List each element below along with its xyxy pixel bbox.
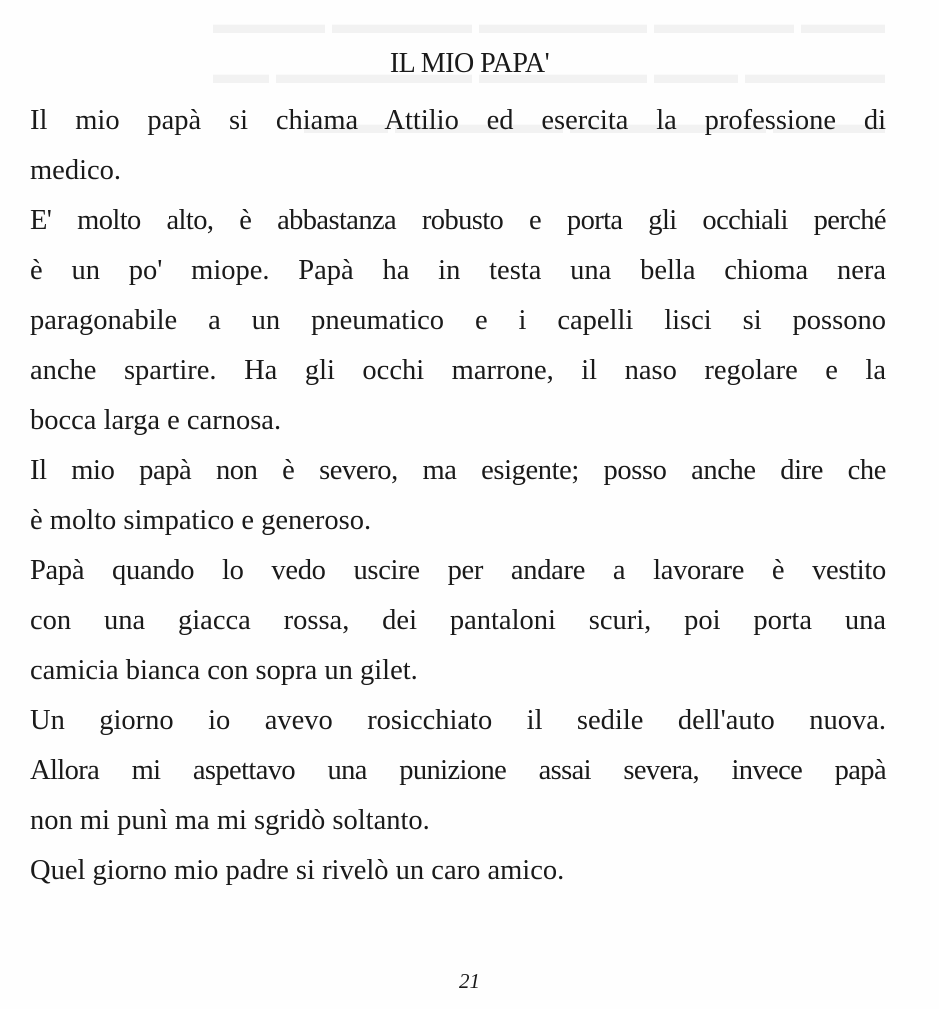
text-line: con una giacca rossa, dei pantaloni scuri, poi porta una — [30, 605, 886, 636]
text-line: paragonabile a un pneumatico e i capelli lisci si possono — [30, 305, 886, 336]
page-number: 21 — [459, 969, 480, 993]
text-line: non mi punì ma mi sgridò soltanto. — [30, 805, 430, 836]
text-line: medico. — [30, 155, 122, 186]
text-line: Quel giorno mio padre si rivelò un caro amico. — [30, 855, 565, 886]
body-text — [30, 96, 886, 896]
page-title: IL MIO PAPA' — [389, 48, 550, 79]
text-line: Allora mi aspettavo una punizione assai severa, invece papà — [30, 755, 886, 786]
text-line: Il mio papà non è severo, ma esigente; posso anche dire che — [30, 455, 886, 486]
text-line: Il mio papà si chiama Attilio ed esercita la professione di — [30, 105, 886, 136]
text-line: è molto simpatico e generoso. — [30, 505, 372, 536]
text-line: E' molto alto, è abbastanza robusto e porta gli occhiali perché — [30, 205, 886, 236]
text-line: camicia bianca con sopra un gilet. — [30, 655, 418, 686]
text-line: anche spartire. Ha gli occhi marrone, il naso regolare e la — [30, 355, 886, 386]
text-line: Un giorno io avevo rosicchiato il sedile dell'auto nuova. — [30, 705, 886, 736]
text-line: bocca larga e carnosa. — [30, 405, 282, 436]
text-line: Papà quando lo vedo uscire per andare a lavorare è vestito — [30, 555, 886, 586]
text-line: è un po' miope. Papà ha in testa una bella chioma nera — [30, 255, 886, 286]
